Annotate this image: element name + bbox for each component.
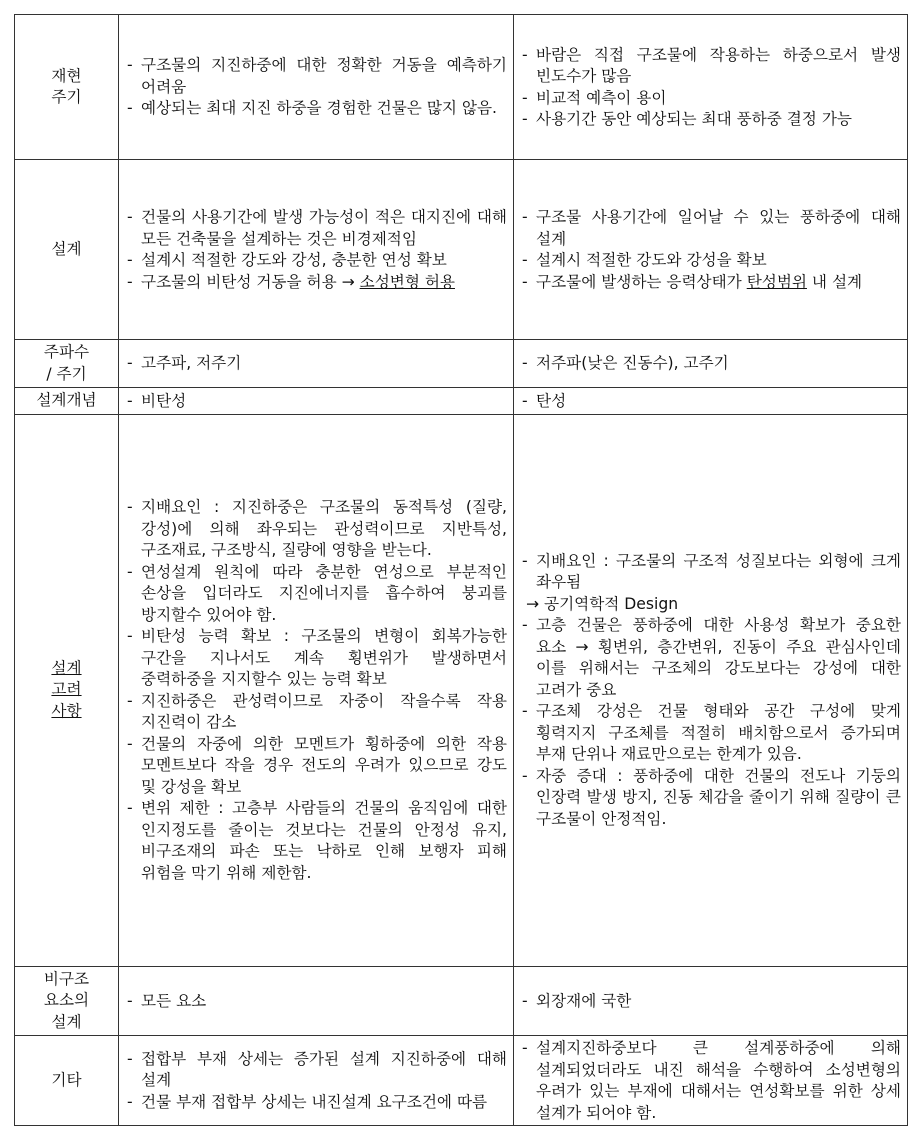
item-text: 지배요인 : 구조물의 구조적 성질보다는 외형에 크게 좌우됨 <box>536 551 901 592</box>
list-item <box>125 991 507 1013</box>
bullet-list <box>520 1038 901 1124</box>
table-row <box>15 966 908 1036</box>
wind-cell <box>514 388 908 415</box>
item-text: 구조물의 비탄성 거동을 허용 → <box>141 272 360 291</box>
row-header-cell <box>15 966 119 1036</box>
item-text: 탄성 <box>536 391 567 410</box>
item-text: 바람은 직접 구조물에 작용하는 하중으로서 발생 빈도수가 많음 <box>536 45 901 85</box>
bullet-list <box>520 391 901 413</box>
item-text: 설계시 적절한 강도와 강성을 확보 <box>536 251 767 269</box>
list-item <box>125 691 507 734</box>
list-item <box>125 98 507 120</box>
list-item <box>520 701 901 766</box>
list-item <box>520 615 901 701</box>
table-row <box>15 15 908 160</box>
item-text: 예상되는 최대 지진 하중을 경험한 건물은 많지 않음. <box>141 99 497 118</box>
comparison-table <box>14 14 908 1126</box>
item-text: 구조체 강성은 건물 형태와 공간 구성에 맞게 횡력지지 구조체를 적절히 배치함으로서 증가되며 부재 단위나 재료만으로는 한계가 있음. <box>536 702 901 764</box>
item-text: 모든 요소 <box>141 991 207 1010</box>
row-header-cell <box>15 1036 119 1126</box>
bullet-list <box>520 45 901 131</box>
row-header-line: / 주기 <box>46 364 87 383</box>
row-header-cell <box>15 388 119 415</box>
row-header-line: 설계 <box>51 239 82 258</box>
item-text: 구조물 사용기간에 일어날 수 있는 풍하중에 대해 설계 <box>536 208 901 248</box>
item-text: 외장재에 국한 <box>536 991 632 1010</box>
list-item <box>125 1092 507 1114</box>
list-item <box>125 250 507 272</box>
bullet-list <box>125 207 507 293</box>
list-item <box>520 88 901 110</box>
table-row <box>15 1036 908 1126</box>
earthquake-cell <box>119 160 514 340</box>
list-item <box>125 562 507 627</box>
bullet-list <box>520 991 901 1013</box>
list-item <box>520 391 901 413</box>
row-header-line: 고려 <box>51 680 82 699</box>
list-item <box>520 766 901 831</box>
earthquake-cell <box>119 966 514 1036</box>
item-text: 설계시 적절한 강도와 강성, 충분한 연성 확보 <box>141 251 447 269</box>
table-body <box>15 15 908 1126</box>
emphasis-text: 탄성범위 <box>746 272 807 291</box>
row-header-cell <box>15 15 119 160</box>
list-item <box>520 207 901 250</box>
bullet-list <box>520 551 901 831</box>
bullet-list <box>520 207 901 293</box>
earthquake-cell <box>119 1036 514 1126</box>
bullet-list <box>125 991 507 1013</box>
item-text: 비탄성 <box>141 391 187 410</box>
bullet-list <box>520 353 901 375</box>
row-header-cell <box>15 160 119 340</box>
item-text: 변위 제한 : 고층부 사람들의 건물의 움직임에 대한 인지정도를 줄이는 것보다는 건물의 안정성 유지, 비구조재의 파손 또는 낙하로 인해 보행자 피해 위험을 막기 위해 제한함. <box>141 799 507 882</box>
sub-note: → 공기역학적 Design <box>526 594 679 613</box>
row-header-line: 기타 <box>51 1070 82 1089</box>
row-header-line: 비구조 <box>43 969 90 988</box>
list-item <box>125 798 507 884</box>
list-item <box>125 497 507 562</box>
item-text: 비교적 예측이 용이 <box>536 88 667 107</box>
list-item <box>520 991 901 1013</box>
row-header-line: 요소의 <box>43 991 90 1009</box>
table-row <box>15 388 908 415</box>
bullet-list <box>125 391 507 413</box>
row-header-cell <box>15 340 119 388</box>
item-text-tail: 내 설계 <box>806 272 863 291</box>
list-item <box>125 391 507 413</box>
table-row <box>15 414 908 966</box>
list-item <box>125 353 507 375</box>
item-text: 고주파, 저주기 <box>141 354 242 373</box>
list-item <box>520 250 901 272</box>
list-item <box>520 109 901 131</box>
table-row <box>15 340 908 388</box>
bullet-list <box>125 497 507 884</box>
row-header-line: 설계개념 <box>36 391 97 409</box>
row-header-line: 사항 <box>51 701 82 720</box>
item-text: 설계지진하중보다 큰 설계풍하중에 의해 설계되었더라도 내진 해석을 수행하여 소성변형의 우려가 있는 부재에 대해서는 연성확보를 위한 상세 설계가 되어야 함. <box>536 1039 901 1122</box>
item-text: 비탄성 능력 확보 : 구조물의 변형이 회복가능한 구간을 지나서도 계속 횡변위가 발생하면서 중력하중을 지지할수 있는 능력 확보 <box>141 627 507 688</box>
emphasis-text: 소성변형 허용 <box>359 272 455 291</box>
wind-cell <box>514 340 908 388</box>
wind-cell <box>514 160 908 340</box>
wind-cell <box>514 414 908 966</box>
item-text: 고층 건물은 풍하중에 대한 사용성 확보가 중요한 요소 → 횡변위, 층간변위, 진동이 주요 관심사인데 이를 위해서는 구조체의 강도보다는 강성에 대한 고려가 중요 <box>536 616 901 699</box>
list-item <box>520 353 901 375</box>
list-item <box>520 551 901 594</box>
row-header-line: 주파수 <box>43 343 90 361</box>
list-item <box>520 272 901 294</box>
bullet-list <box>125 353 507 375</box>
bullet-list <box>125 55 507 120</box>
item-text: 지배요인 : 지진하중은 구조물의 동적특성 (질량, 강성)에 의해 좌우되는 관성력이므로 지반특성, 구조재료, 구조방식, 질량에 영향을 받는다. <box>141 498 507 559</box>
row-header-line: 설계 <box>51 1012 82 1031</box>
item-text: 연성설계 원칙에 따라 충분한 연성으로 부분적인 손상을 입더라도 지진에너지를 흡수하여 붕괴를 방지할수 있어야 함. <box>141 562 507 624</box>
item-text: 건물 부재 접합부 상세는 내진설계 요구조건에 따름 <box>141 1092 488 1111</box>
document-page <box>14 14 907 1126</box>
item-text: 구조물에 발생하는 응력상태가 <box>536 272 747 291</box>
list-item <box>125 207 507 250</box>
list-item <box>125 1049 507 1092</box>
wind-cell <box>514 15 908 160</box>
item-text: 저주파(낮은 진동수), 고주기 <box>536 354 729 373</box>
list-item <box>520 45 901 88</box>
item-text: 건물의 자중에 의한 모멘트가 횡하중에 의한 작용 모멘트보다 작을 경우 전도의 우려가 있으므로 강도 및 강성을 확보 <box>141 734 507 796</box>
item-text: 자중 증대 : 풍하중에 대한 건물의 전도나 기둥의 인장력 발생 방지, 진동 체감을 줄이기 위해 질량이 큰 구조물이 안정적임. <box>536 766 901 828</box>
earthquake-cell <box>119 388 514 415</box>
item-text: 지진하중은 관성력이므로 자중이 작을수록 작용 지진력이 감소 <box>141 691 507 731</box>
row-header-line: 재현 <box>51 66 82 85</box>
list-item <box>125 626 507 691</box>
item-text: 구조물의 지진하중에 대한 정확한 거동을 예측하기 어려움 <box>141 56 507 96</box>
list-item <box>125 272 507 294</box>
row-header-cell <box>15 414 119 966</box>
item-text: 건물의 사용기간에 발생 가능성이 적은 대지진에 대해 모든 건축물을 설계하는 것은 비경제적임 <box>141 208 507 248</box>
wind-cell <box>514 1036 908 1126</box>
row-header-line: 주기 <box>51 88 82 106</box>
list-item <box>125 55 507 98</box>
row-header-line: 설계 <box>51 658 82 677</box>
bullet-list <box>125 1049 507 1114</box>
wind-cell <box>514 966 908 1036</box>
list-item <box>520 1038 901 1124</box>
earthquake-cell <box>119 15 514 160</box>
earthquake-cell <box>119 340 514 388</box>
item-text: 접합부 부재 상세는 증가된 설계 지진하중에 대해 설계 <box>141 1049 507 1090</box>
item-text: 사용기간 동안 예상되는 최대 풍하중 결정 가능 <box>536 110 852 128</box>
earthquake-cell <box>119 414 514 966</box>
list-item <box>125 734 507 799</box>
table-row <box>15 160 908 340</box>
